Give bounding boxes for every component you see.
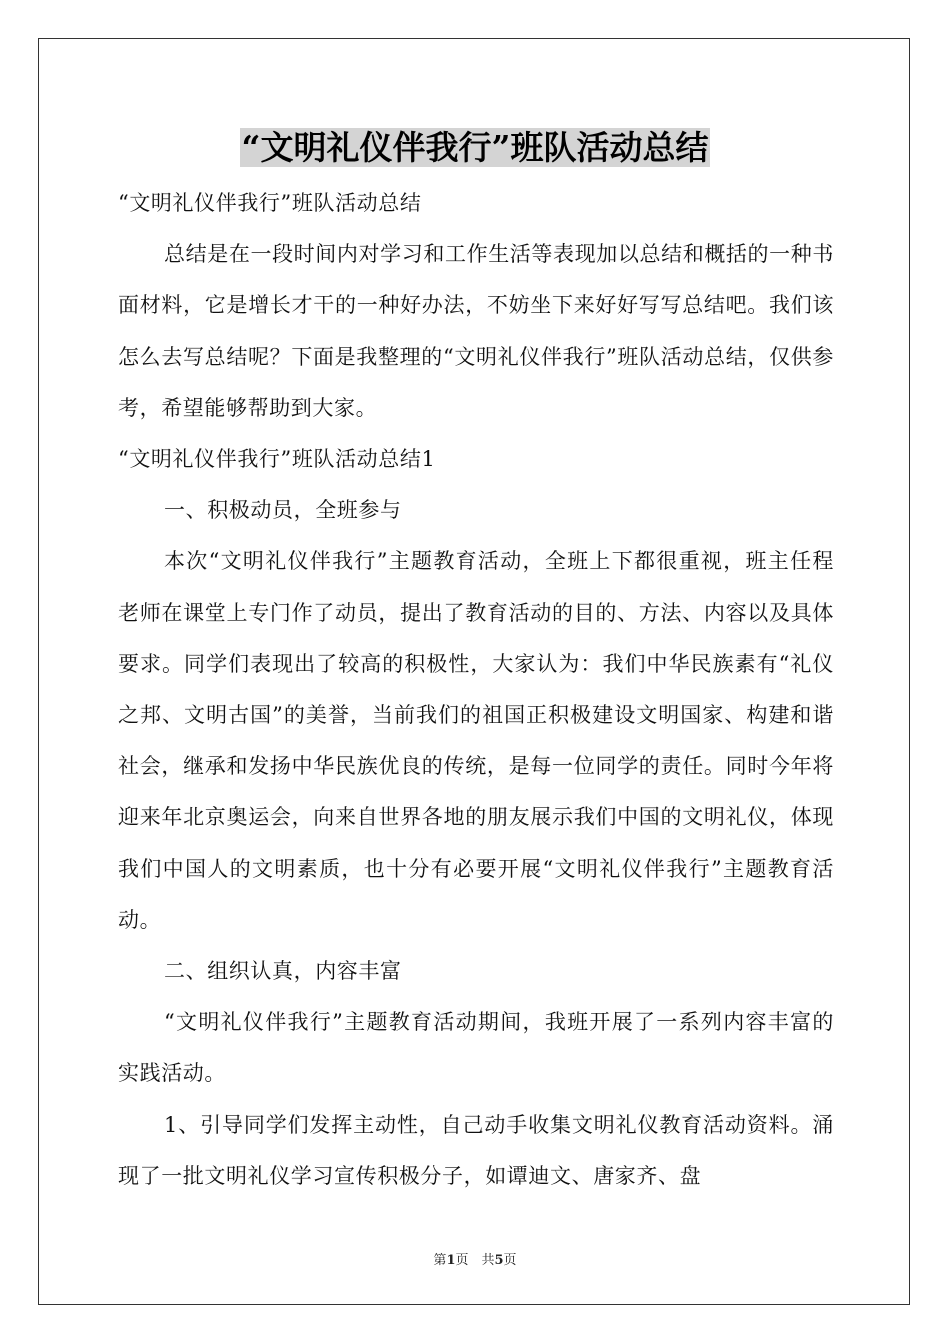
page-current: 1 bbox=[446, 1253, 456, 1268]
paragraph-2: “文明礼仪伴我行”主题教育活动期间，我班开展了一系列内容丰富的实践活动。 bbox=[118, 1010, 834, 1086]
document-title bbox=[0, 126, 950, 170]
intro-paragraph: 总结是在一段时间内对学习和工作生活等表现加以总结和概括的一种书面材料，它是增长才干的一种好办法，不妨坐下来好好写写总结吧。我们该怎么去写总结呢？下面是我整理的“文明礼仪伴我行”班队活动总结，仅供参考，希望能够帮助到大家。 bbox=[118, 242, 834, 420]
page-footer bbox=[0, 1249, 950, 1268]
page-total: 5 bbox=[494, 1253, 504, 1268]
page-mid: 页 共 bbox=[455, 1253, 495, 1268]
paragraph-1: 本次“文明礼仪伴我行”主题教育活动，全班上下都很重视，班主任程老师在课堂上专门作了动员，提出了教育活动的目的、方法、内容以及具体要求。同学们表现出了较高的积极性，大家认为：我们中华民族素有“礼仪之邦、文明古国”的美誉，当前我们的祖国正积极建设文明国家、构建和谐社会，继承和发扬中华民族优良的传统，是每一位同学的责任。同时今年将迎来年北京奥运会，向来自世界各地的朋友展示我们中国的文明礼仪，体现我们中国人的文明素质，也十分有必要开展“文明礼仪伴我行”主题教育活动。 bbox=[118, 549, 834, 932]
document-subtitle: “文明礼仪伴我行”班队活动总结 bbox=[118, 191, 422, 215]
document-title-text: “文明礼仪伴我行”班队活动总结 bbox=[241, 128, 709, 167]
section-title: “文明礼仪伴我行”班队活动总结1 bbox=[118, 447, 436, 472]
heading-2: 二、组织认真，内容丰富 bbox=[164, 959, 402, 984]
heading-1: 一、积极动员，全班参与 bbox=[164, 498, 402, 523]
page-suffix: 页 bbox=[503, 1253, 517, 1268]
document-body bbox=[118, 178, 834, 1202]
paragraph-3: 1、引导同学们发挥主动性，自己动手收集文明礼仪教育活动资料。涌现了一批文明礼仪学习宣传积极分子，如谭迪文、唐家齐、盘 bbox=[118, 1112, 834, 1188]
page-prefix: 第 bbox=[433, 1253, 447, 1268]
